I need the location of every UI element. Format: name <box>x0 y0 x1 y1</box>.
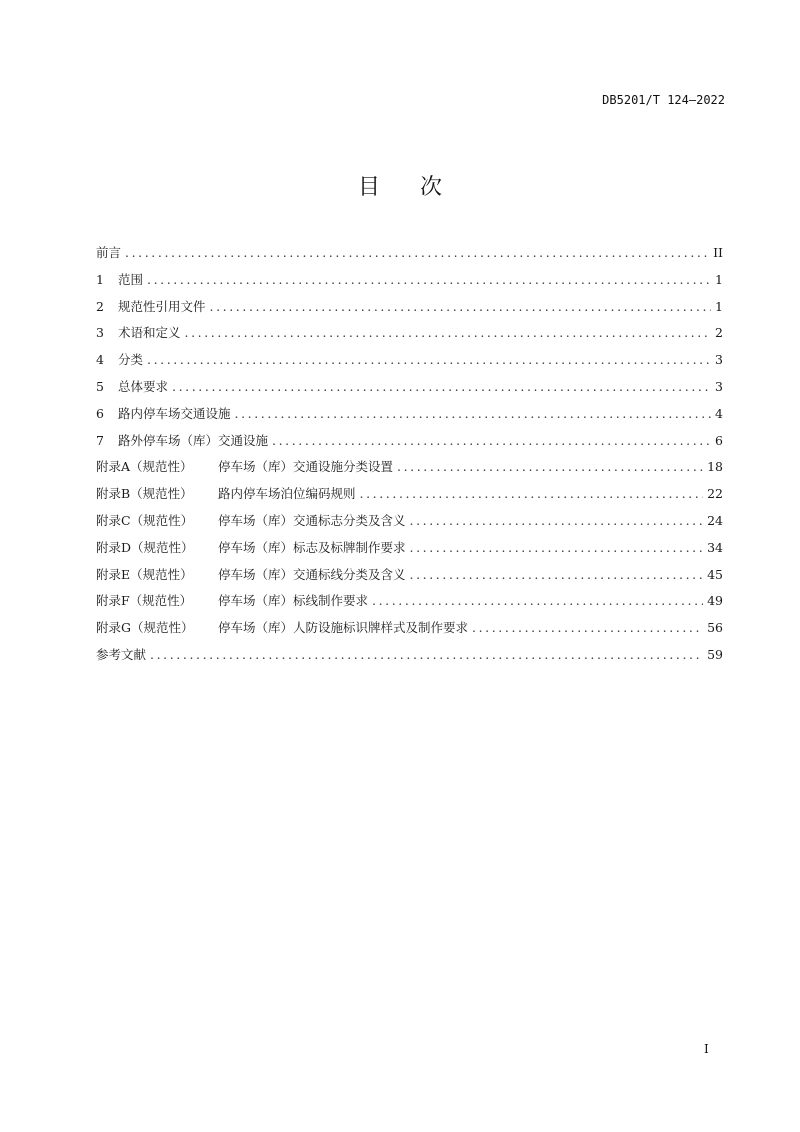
toc-item-appendix-f[interactable] <box>96 588 723 615</box>
table-of-contents <box>96 240 723 669</box>
toc-page-number: 3 <box>715 378 723 394</box>
toc-section-number: 3 <box>96 325 104 341</box>
toc-leader-dots <box>147 267 711 294</box>
toc-item-off-street-parking[interactable] <box>96 428 723 455</box>
toc-leader-dots <box>410 535 704 562</box>
toc-appendix-prefix: 附录E（规范性） <box>96 566 193 582</box>
toc-leader-dots <box>172 374 711 401</box>
toc-item-on-street-parking[interactable] <box>96 401 723 428</box>
toc-page-number: 3 <box>715 352 723 368</box>
toc-item-appendix-b[interactable] <box>96 481 723 508</box>
toc-label: 分类 <box>118 352 144 368</box>
toc-page-number: II <box>713 245 723 260</box>
toc-label: 路内停车场泊位编码规则 <box>218 486 356 502</box>
toc-item-foreword[interactable] <box>96 240 723 267</box>
toc-leader-dots <box>185 320 712 347</box>
toc-page-number: 2 <box>715 325 723 341</box>
toc-leader-dots <box>147 347 711 374</box>
toc-section-number: 2 <box>96 298 104 314</box>
toc-leader-dots <box>360 481 704 508</box>
toc-page-number: 34 <box>707 539 723 555</box>
toc-page-number: 24 <box>707 512 723 528</box>
toc-leader-dots <box>125 240 709 267</box>
toc-leader-dots <box>272 428 711 455</box>
toc-page-number: 45 <box>707 566 723 582</box>
document-code: DB5201/T 124—2022 <box>602 93 725 107</box>
toc-label: 总体要求 <box>118 378 169 394</box>
toc-label: 路外停车场（库）交通设施 <box>118 432 269 448</box>
toc-page-number: 56 <box>707 620 723 636</box>
toc-leader-dots <box>397 454 703 481</box>
toc-page-number: 1 <box>715 271 723 287</box>
toc-appendix-prefix: 附录D（规范性） <box>96 539 194 555</box>
toc-appendix-prefix: 附录F（规范性） <box>96 593 193 609</box>
toc-section-number: 7 <box>96 432 104 448</box>
toc-item-scope[interactable] <box>96 267 723 294</box>
toc-label: 术语和定义 <box>118 325 181 341</box>
toc-item-appendix-d[interactable] <box>96 535 723 562</box>
toc-label: 停车场（库）交通标志分类及含义 <box>218 512 406 528</box>
toc-leader-dots <box>472 615 703 642</box>
toc-label: 范围 <box>118 271 144 287</box>
toc-page-number: 22 <box>707 486 723 502</box>
toc-leader-dots <box>235 401 712 428</box>
toc-page-number: 49 <box>707 593 723 609</box>
toc-item-appendix-c[interactable] <box>96 508 723 535</box>
toc-item-normative-references[interactable] <box>96 294 723 321</box>
toc-page-number: 18 <box>707 459 723 475</box>
toc-appendix-prefix: 附录A（规范性） <box>96 459 193 475</box>
toc-label: 路内停车场交通设施 <box>118 405 231 421</box>
toc-leader-dots <box>150 642 703 669</box>
toc-leader-dots <box>410 562 704 589</box>
toc-appendix-prefix: 附录C（规范性） <box>96 512 194 528</box>
toc-section-number: 1 <box>96 271 104 287</box>
toc-leader-dots <box>210 294 712 321</box>
toc-label: 停车场（库）交通设施分类设置 <box>218 459 394 475</box>
toc-item-terms-definitions[interactable] <box>96 320 723 347</box>
toc-section-number: 5 <box>96 378 104 394</box>
toc-appendix-prefix: 附录G（规范性） <box>96 620 194 636</box>
toc-label: 参考文献 <box>96 646 147 662</box>
toc-page-number: 6 <box>715 432 723 448</box>
toc-page-number: 1 <box>715 298 723 314</box>
toc-section-number: 4 <box>96 352 104 368</box>
page-title: 目次 <box>357 175 482 200</box>
toc-label: 规范性引用文件 <box>118 298 206 314</box>
toc-item-bibliography[interactable] <box>96 642 723 669</box>
toc-label: 停车场（库）标志及标牌制作要求 <box>218 539 406 555</box>
toc-item-general-requirements[interactable] <box>96 374 723 401</box>
page-number: I <box>704 1042 709 1056</box>
toc-page-number: 4 <box>715 405 723 421</box>
toc-leader-dots <box>372 588 703 615</box>
toc-appendix-prefix: 附录B（规范性） <box>96 486 193 502</box>
toc-label: 停车场（库）标线制作要求 <box>218 593 369 609</box>
toc-label: 停车场（库）交通标线分类及含义 <box>218 566 406 582</box>
toc-item-classification[interactable] <box>96 347 723 374</box>
toc-page-number: 59 <box>707 646 723 662</box>
toc-label: 前言 <box>96 245 122 260</box>
toc-item-appendix-g[interactable] <box>96 615 723 642</box>
toc-section-number: 6 <box>96 405 104 421</box>
toc-item-appendix-e[interactable] <box>96 562 723 589</box>
toc-item-appendix-a[interactable] <box>96 454 723 481</box>
toc-label: 停车场（库）人防设施标识牌样式及制作要求 <box>218 620 469 636</box>
toc-leader-dots <box>410 508 704 535</box>
